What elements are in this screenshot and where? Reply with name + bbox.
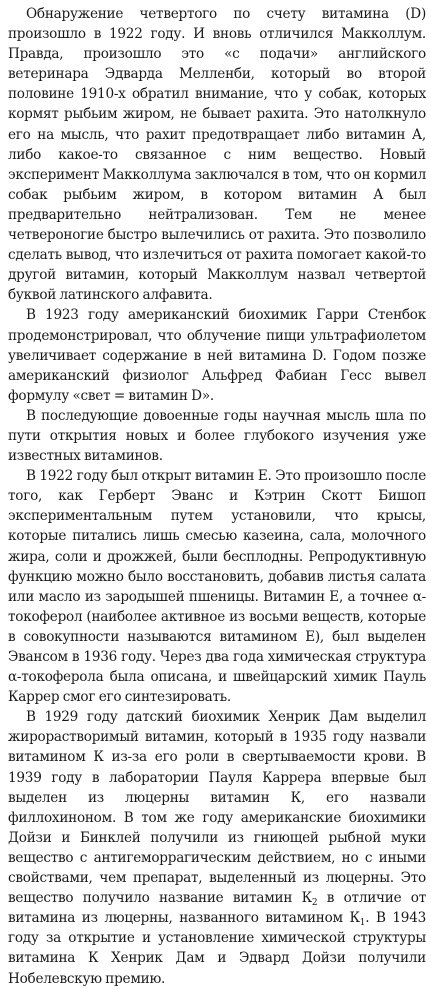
paragraph-vitamin-d: Обнаружение четвертого по счету витамина (D) произошло в 1922 году. И вновь отличился Макколлум. Правда, произошло это «с подачи» английского ветеринара Эдварда Мелленби, который во второй половине 1910-х обратил внимание, что у собак, которых кормят рыбьим жиром, не бывает рахита. Это натолкнуло его на мысль, что рахит предотвращает либо витамин А, либо какое-то связанное с ним вещество. Новый эксперимент Макколлума заключался в том, что он кормил собак рыбьим жиром, в котором витамин А был предварительно нейтрализован. Тем не менее четвероногие быстро вылечились от рахита. Это позволило сделать вывод, что излечиться от рахита помогает какой-то другой витамин, который Макколлум назвал четвертой буквой латинского алфавита. <box>8 6 426 304</box>
vitamin-k1-subscript: 1 <box>359 918 366 929</box>
vitamin-k-text-part-2: в отличие от витамина из люцерны, названного витамином К <box>8 890 426 927</box>
paragraph-vitamin-k <box>8 707 426 988</box>
book-page <box>8 4 426 989</box>
vitamin-k-text-part-1: В 1929 году датский биохимик Хенрик Дам выделил жирорастворимый витамин, который в 1935 году назвали витамином К из-за его роли в свертываемости крови. В 1939 году в лаборатории Пауля Каррера впервые был выделен из люцерны витамин К, его назвали филлохиноном. В том же году американские биохимики Дойзи и Бинклей получили из гниющей рыбной муки вещество с антигеморрагическим действием, но с иными свойствами, чем препарат, выделенный из люцерны. Это вещество получило название витамин К <box>8 709 426 907</box>
vitamin-k-text-part-3: . В 1943 году за открытие и установление химической структуры витамина К Хенрик Дам и Эдвард Дойзи получили Нобелевскую премию. <box>8 910 426 987</box>
paragraph-prewar-years: В последующие довоенные годы научная мысль шла по пути открытия новых и более глубокого изучения уже известных витаминов. <box>8 407 426 465</box>
paragraph-uv-light: В 1923 году американский биохимик Гарри Стенбок продемонстрировал, что облучение пищи ультрафиолетом увеличивает содержание в ней витамина D. Годом позже американский физиолог Альфред Фабиан Гесс вывел формулу «свет = витамин D». <box>8 307 426 404</box>
vitamin-k2-subscript: 2 <box>311 898 318 909</box>
paragraph-vitamin-e: В 1922 году был открыт витамин Е. Это произошло после того, как Герберт Эванс и Кэтрин Скотт Бишоп экспериментальным путем установили, что крысы, которые питались лишь смесью казеина, сала, молочного жира, соли и дрожжей, были бесплодны. Репродуктивную функцию можно было восстановить, добавив листья салата или масло из зародышей пшеницы. Витамин Е, а точнее α-токоферол (наиболее активное из восьми веществ, которые в совокупности называются витамином Е), был выделен Эвансом в 1936 году. Через два года химическая структура α-токоферола была описана, и швейцарский химик Пауль Каррер смог его синтезировать. <box>8 468 426 706</box>
